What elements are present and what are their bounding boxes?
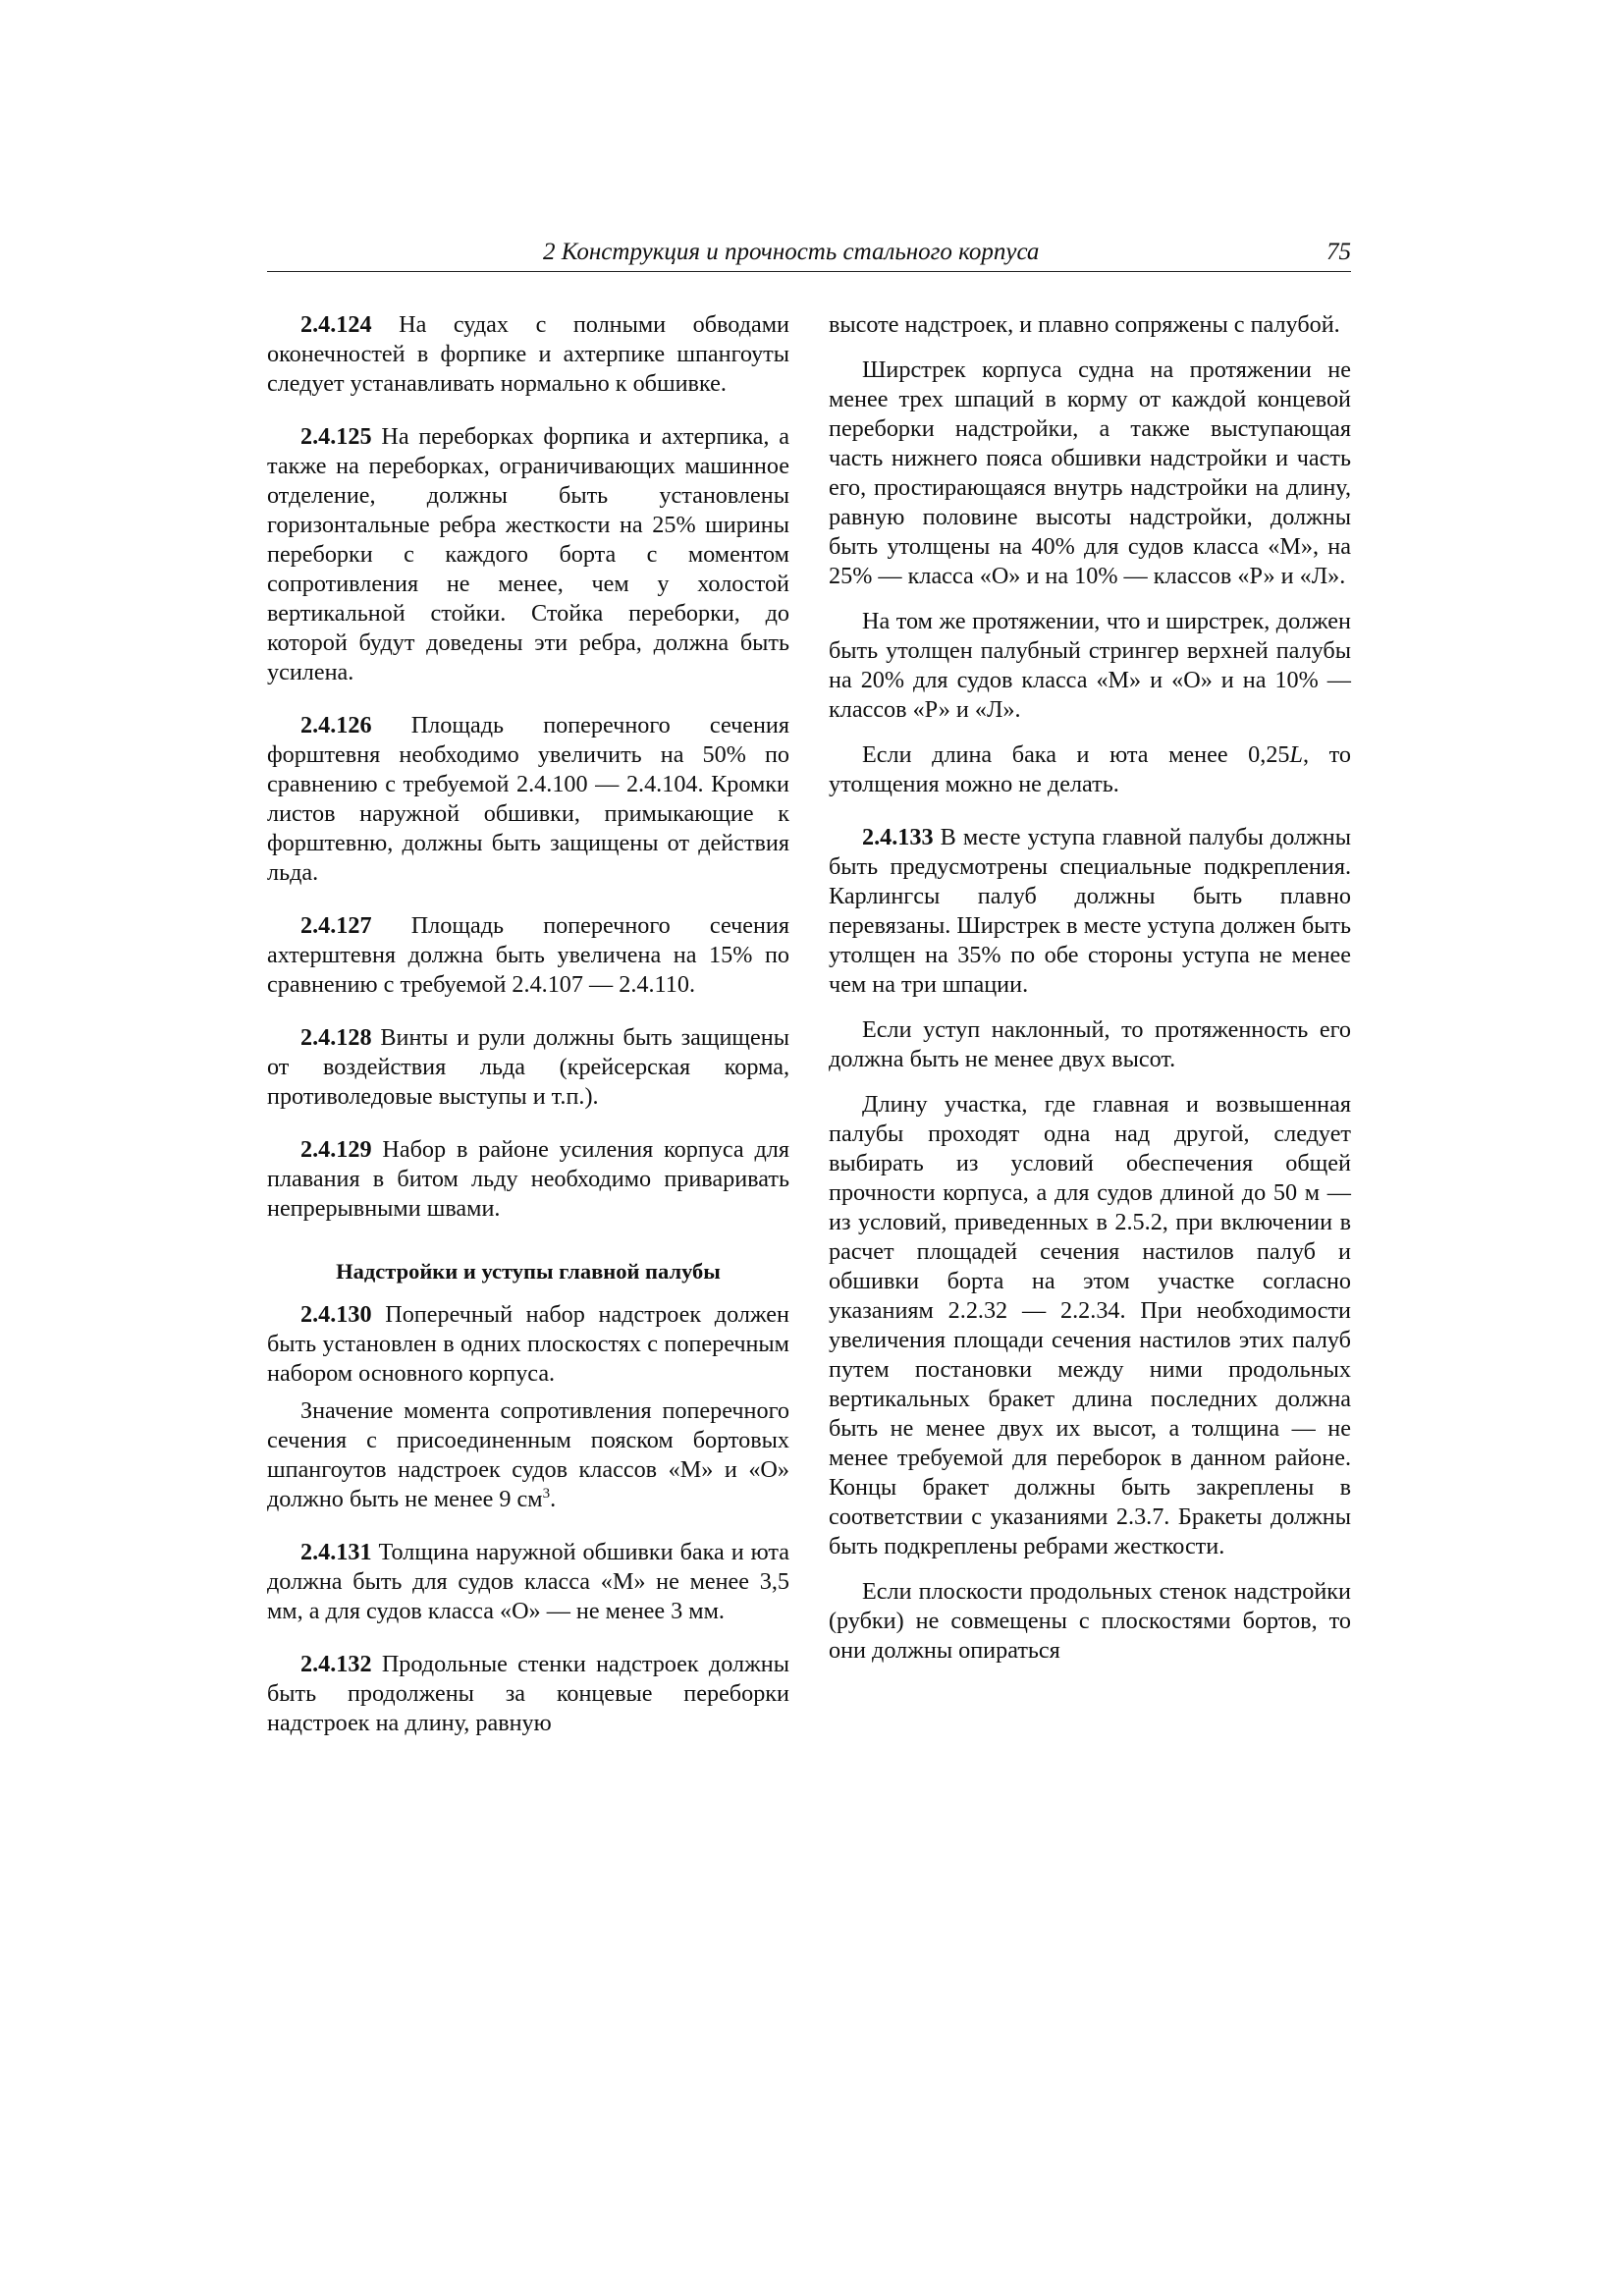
running-header bbox=[267, 238, 1351, 272]
clause-number: 2.4.126 bbox=[300, 712, 372, 738]
clause-number: 2.4.128 bbox=[300, 1024, 372, 1051]
paragraph-2-4-127 bbox=[267, 911, 789, 1000]
left-column bbox=[267, 310, 789, 1738]
paragraph-text: Винты и рули должны быть защищены от воздействия льда (крейсерская корма, противоледовые выступы и т.п.). bbox=[267, 1024, 789, 1110]
paragraph-text: Продольные стенки надстроек должны быть продолжены за концевые переборки надстроек на длину, равную bbox=[267, 1651, 789, 1736]
paragraph-2-4-133 bbox=[829, 823, 1351, 1000]
paragraph-text: Поперечный набор надстроек должен быть установлен в одних плоскостях с поперечным набором основного корпуса. bbox=[267, 1301, 789, 1387]
paragraph-text: Значение момента сопротивления поперечного сечения с присоединенным пояском бортовых шпангоутов надстроек судов классов «М» и «О» должно быть не менее 9 см bbox=[267, 1397, 789, 1512]
paragraph-deck-stringer: На том же протяжении, что и ширстрек, должен быть утолщен палубный стрингер верхней палубы на 20% для судов класса «М» и «О» и на 10% — классов «Р» и «Л». bbox=[829, 608, 1351, 723]
paragraph-forecastle-length bbox=[829, 740, 1351, 799]
paragraph-text: Если длина бака и юта менее 0,25 bbox=[862, 741, 1290, 768]
clause-number: 2.4.133 bbox=[862, 824, 934, 850]
paragraph-text: На судах с полными обводами оконечностей в форпике и ахтерпике шпангоуты следует устанавливать нормально к обшивке. bbox=[267, 311, 789, 397]
paragraph-wall-planes: Если плоскости продольных стенок надстройки (рубки) не совмещены с плоскостями бортов, то они должны опираться bbox=[829, 1578, 1351, 1664]
paragraph-overlap-length: Длину участка, где главная и возвышенная палубы проходят одна над другой, следует выбирать из условий обеспечения общей прочности корпуса, а для судов длиной до 50 м — из условий, приведенных в 2.5.2, при включении в расчет площадей сечения настилов палуб и обшивки борта на этом участке согласно указаниям 2.2.32 — 2.2.34. При необходимости увеличения площади сечения настилов этих палуб путем постановки между ними продольных вертикальных бракет длина последних должна быть не менее двух их высот, а толщина — не менее требуемой для переборок в данном районе. Концы бракет должны быть закреплены в соответствии с указаниями 2.3.7. Бракеты должны быть подкреплены ребрами жесткости. bbox=[829, 1091, 1351, 1559]
paragraph-text: Набор в районе усиления корпуса для плавания в битом льду необходимо приваривать непрерывными швами. bbox=[267, 1136, 789, 1222]
length-symbol: L bbox=[1289, 741, 1303, 768]
page-number: 75 bbox=[1326, 239, 1351, 265]
paragraph-2-4-132 bbox=[267, 1650, 789, 1738]
paragraph-sheerstrake: Ширстрек корпуса судна на протяжении не менее трех шпаций в корму от каждой концевой переборки надстройки, а также выступающая часть нижнего пояса обшивки надстройки и часть его, простирающаяся внутрь надстройки на длину, равную половине высоты надстройки, должны быть утолщены на 40% для судов класса «М», на 25% — класса «О» и на 10% — классов «Р» и «Л». bbox=[829, 356, 1351, 589]
header-title: 2 Конструкция и прочность стального корпуса bbox=[543, 239, 1040, 265]
paragraph-2-4-132-continued: высоте надстроек, и плавно сопряжены с палубой. bbox=[829, 311, 1340, 338]
paragraph-section-modulus bbox=[267, 1396, 789, 1514]
right-column bbox=[829, 310, 1351, 1666]
paragraph-2-4-124 bbox=[267, 310, 789, 399]
paragraph-text: Толщина наружной обшивки бака и юта должна быть для судов класса «М» не менее 3,5 мм, а для судов класса «О» — не менее 3 мм. bbox=[267, 1539, 789, 1624]
clause-number: 2.4.130 bbox=[300, 1301, 372, 1328]
clause-number: 2.4.124 bbox=[300, 311, 372, 338]
section-heading: Надстройки и уступы главной палубы bbox=[336, 1259, 721, 1284]
clause-number: 2.4.129 bbox=[300, 1136, 372, 1163]
clause-number: 2.4.131 bbox=[300, 1539, 372, 1565]
paragraph-2-4-131 bbox=[267, 1538, 789, 1626]
paragraph-tail: , то утолщения можно не делать. bbox=[829, 741, 1351, 797]
paragraph-2-4-128 bbox=[267, 1023, 789, 1112]
paragraph-2-4-129 bbox=[267, 1135, 789, 1224]
superscript-3: 3 bbox=[542, 1485, 551, 1502]
paragraph-inclined-step: Если уступ наклонный, то протяженность его должна быть не менее двух высот. bbox=[829, 1016, 1351, 1072]
paragraph-text: На переборках форпика и ахтерпика, а также на переборках, ограничивающих машинное отделение, должны быть установлены горизонтальные ребра жесткости на 25% ширины переборки с каждого борта с моментом сопротивления не менее, чем у холостой вертикальной стойки. Стойка переборки, до которой будут доведены эти ребра, должна быть усилена. bbox=[267, 423, 789, 685]
paragraph-2-4-126 bbox=[267, 711, 789, 888]
paragraph-tail: . bbox=[550, 1486, 557, 1512]
paragraph-text: Площадь поперечного сечения форштевня необходимо увеличить на 50% по сравнению с требуемой 2.4.100 — 2.4.104. Кромки листов наружной обшивки, примыкающие к форштевню, должны быть защищены от действия льда. bbox=[267, 712, 789, 886]
paragraph-2-4-125 bbox=[267, 422, 789, 687]
paragraph-text: В месте уступа главной палубы должны быть предусмотрены специальные подкрепления. Карлингсы палуб должны быть плавно перевязаны. Ширстрек в месте уступа должен быть утолщен на 35% по обе стороны уступа не менее чем на три шпации. bbox=[829, 824, 1351, 998]
paragraph-2-4-130 bbox=[267, 1300, 789, 1389]
clause-number: 2.4.132 bbox=[300, 1651, 372, 1677]
clause-number: 2.4.127 bbox=[300, 912, 372, 939]
paragraph-text: Площадь поперечного сечения ахтерштевня должна быть увеличена на 15% по сравнению с требуемой 2.4.107 — 2.4.110. bbox=[267, 912, 789, 998]
clause-number: 2.4.125 bbox=[300, 423, 372, 450]
